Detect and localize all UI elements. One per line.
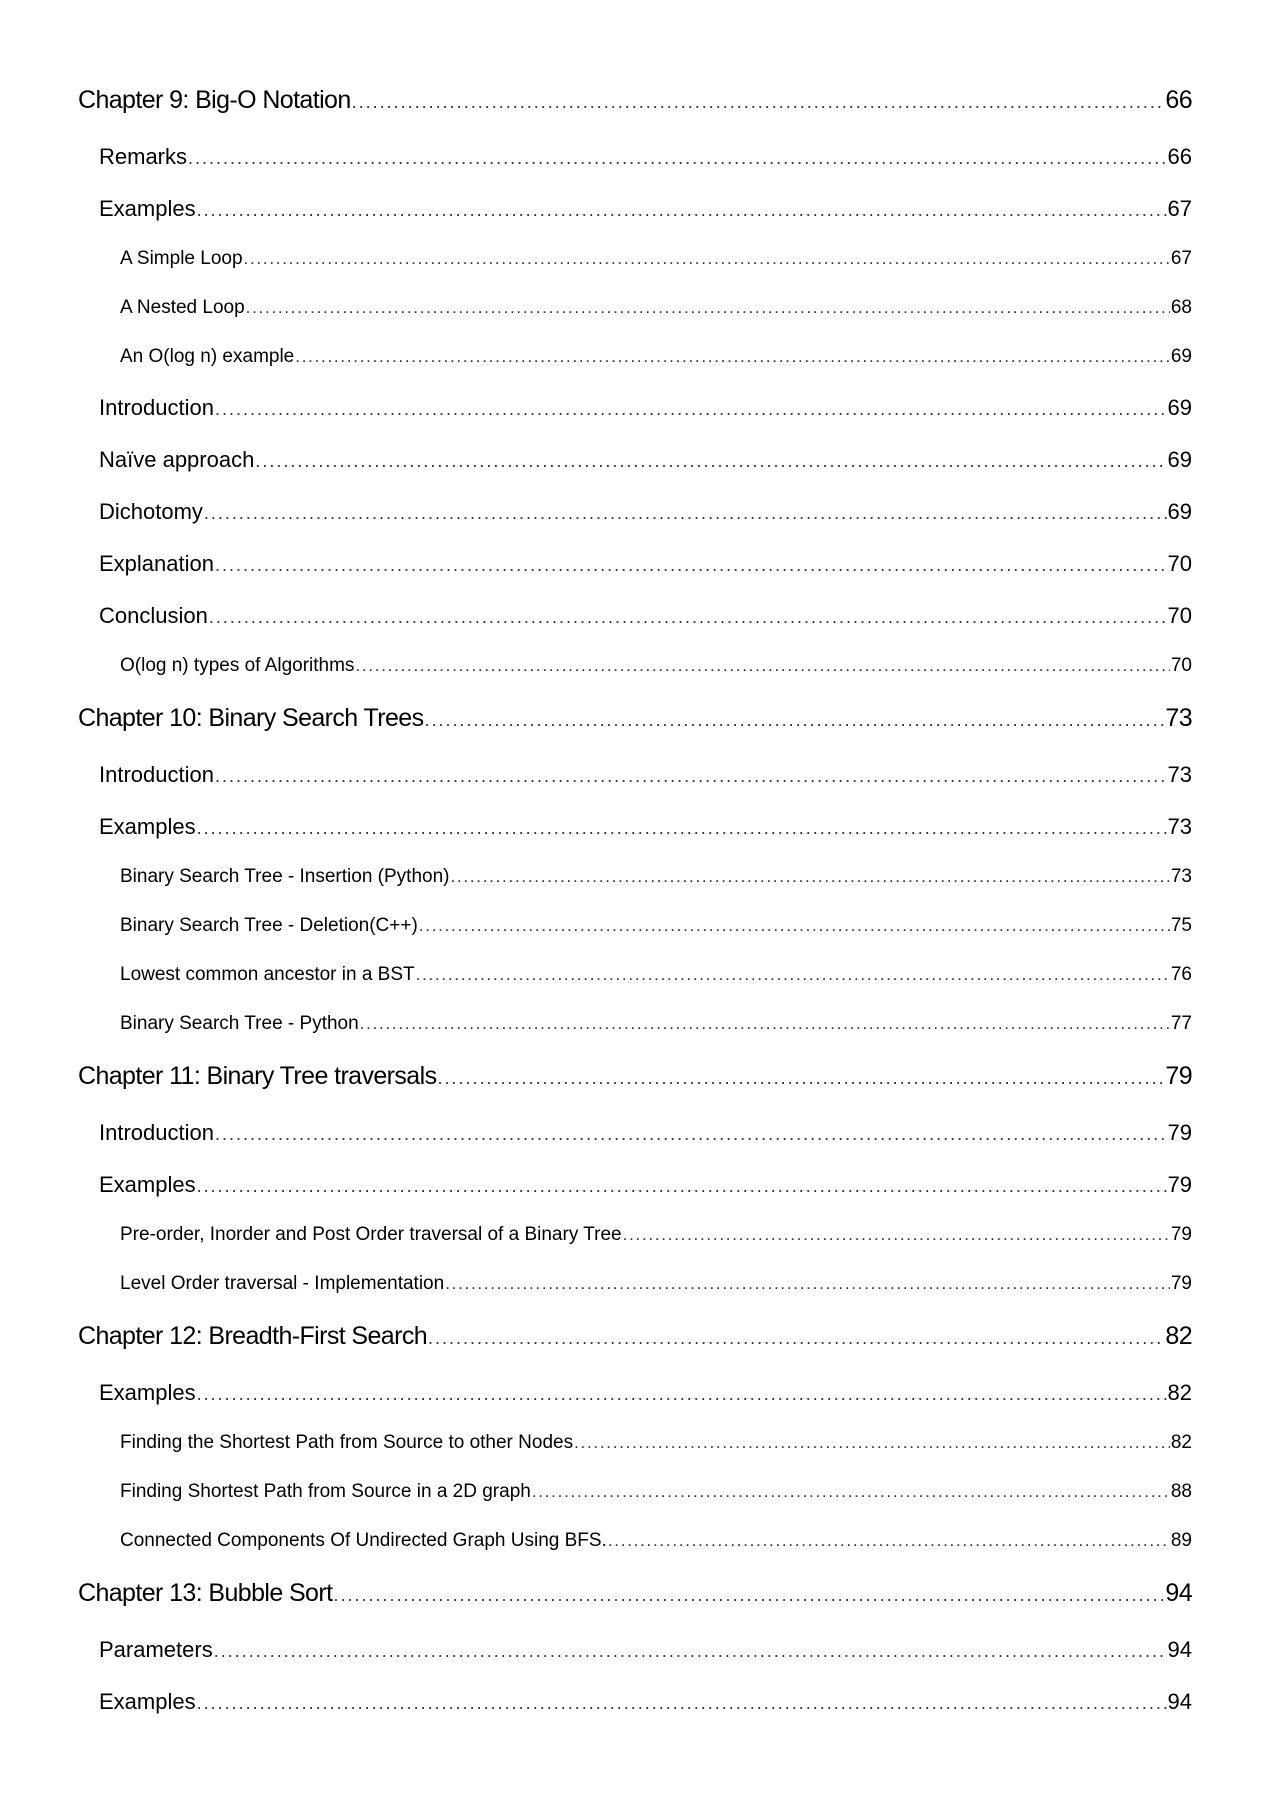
toc-entry-page: 69 (1167, 499, 1192, 524)
toc-entry-page: 79 (1167, 1172, 1192, 1197)
dot-leader (215, 1124, 1167, 1145)
toc-subsection-entry[interactable] (78, 1481, 1192, 1530)
toc-subsection-entry[interactable] (78, 655, 1192, 704)
toc-subsection-entry[interactable] (78, 866, 1192, 915)
toc-entry-title: Introduction (99, 1120, 214, 1145)
toc-section-entry[interactable] (78, 1637, 1192, 1689)
toc-entry-title: O(log n) types of Algorithms (120, 655, 355, 676)
dot-leader (424, 710, 1164, 731)
toc-entry-page: 79 (1165, 1062, 1192, 1090)
dot-leader (255, 451, 1166, 472)
dot-leader (197, 1384, 1167, 1405)
toc-section-entry[interactable] (78, 196, 1192, 248)
toc-entry-page: 82 (1165, 1322, 1192, 1350)
toc-entry-title: Examples (99, 1172, 196, 1197)
dot-leader (574, 1433, 1170, 1453)
toc-entry-page: 67 (1167, 196, 1192, 221)
toc-entry-page: 77 (1170, 1013, 1192, 1034)
toc-chapter-entry[interactable] (78, 86, 1192, 144)
toc-section-entry[interactable] (78, 1380, 1192, 1432)
toc-entry-title: Binary Search Tree - Python (120, 1013, 359, 1034)
toc-entry-title: Connected Components Of Undirected Graph Using BFS. (120, 1530, 607, 1551)
toc-entry-page: 69 (1167, 447, 1192, 472)
toc-entry-title: Parameters (99, 1637, 213, 1662)
toc-entry-page: 67 (1170, 248, 1192, 269)
toc-section-entry[interactable] (78, 144, 1192, 196)
toc-entry-page: 89 (1170, 1530, 1192, 1551)
toc-entry-page: 79 (1170, 1273, 1192, 1294)
toc-subsection-entry[interactable] (78, 915, 1192, 964)
dot-leader (360, 1014, 1170, 1034)
toc-section-entry[interactable] (78, 499, 1192, 551)
toc-entry-title: A Nested Loop (120, 297, 245, 318)
toc-entry-title: Chapter 13: Bubble Sort (78, 1579, 333, 1607)
dot-leader (437, 1068, 1164, 1089)
toc-entry-page: 73 (1170, 866, 1192, 887)
dot-leader (450, 867, 1169, 887)
dot-leader (209, 607, 1167, 628)
toc-entry-title: Chapter 11: Binary Tree traversals (78, 1062, 437, 1090)
toc-subsection-entry[interactable] (78, 1273, 1192, 1322)
toc-section-entry[interactable] (78, 395, 1192, 447)
toc-entry-page: 66 (1167, 144, 1192, 169)
toc-section-entry[interactable] (78, 603, 1192, 655)
toc-subsection-entry[interactable] (78, 964, 1192, 1013)
toc-entry-page: 70 (1170, 655, 1192, 676)
toc-section-entry[interactable] (78, 1172, 1192, 1224)
toc-entry-title: Pre-order, Inorder and Post Order traversal of a Binary Tree (120, 1224, 622, 1245)
dot-leader (428, 1328, 1164, 1349)
toc-entry-page: 75 (1170, 915, 1192, 936)
toc-section-entry[interactable] (78, 447, 1192, 499)
toc-entry-title: Conclusion (99, 603, 208, 628)
toc-entry-page: 73 (1167, 762, 1192, 787)
toc-entry-page: 94 (1165, 1579, 1192, 1607)
toc-section-entry[interactable] (78, 762, 1192, 814)
toc-entry-title: Chapter 9: Big-O Notation (78, 86, 351, 114)
toc-entry-title: Finding Shortest Path from Source in a 2D graph (120, 1481, 531, 1502)
toc-entry-page: 68 (1170, 297, 1192, 318)
toc-section-entry[interactable] (78, 1689, 1192, 1741)
dot-leader (532, 1482, 1170, 1502)
dot-leader (355, 656, 1169, 676)
toc-subsection-entry[interactable] (78, 1013, 1192, 1062)
dot-leader (215, 766, 1167, 787)
toc-entry-title: Binary Search Tree - Insertion (Python) (120, 866, 450, 887)
dot-leader (608, 1531, 1170, 1551)
toc-entry-title: Examples (99, 196, 196, 221)
dot-leader (188, 148, 1167, 169)
dot-leader (352, 92, 1165, 113)
toc-entry-page: 82 (1167, 1380, 1192, 1405)
toc-subsection-entry[interactable] (78, 297, 1192, 346)
toc-entry-title: Examples (99, 1689, 196, 1714)
toc-entry-title: Chapter 12: Breadth-First Search (78, 1322, 428, 1350)
toc-entry-page: 79 (1167, 1120, 1192, 1145)
toc-entry-page: 82 (1170, 1432, 1192, 1453)
dot-leader (197, 200, 1167, 221)
toc-entry-title: Naïve approach (99, 447, 255, 472)
toc-entry-page: 66 (1165, 86, 1192, 114)
toc-section-entry[interactable] (78, 814, 1192, 866)
toc-entry-title: Binary Search Tree - Deletion(C++) (120, 915, 418, 936)
dot-leader (244, 249, 1170, 269)
toc-entry-title: Level Order traversal - Implementation (120, 1273, 445, 1294)
dot-leader (623, 1225, 1170, 1245)
toc-entry-page: 94 (1167, 1689, 1192, 1714)
dot-leader (333, 1585, 1164, 1606)
toc-section-entry[interactable] (78, 1120, 1192, 1172)
dot-leader (197, 1693, 1167, 1714)
toc-entry-title: An O(log n) example (120, 346, 295, 367)
table-of-contents (78, 86, 1192, 1741)
dot-leader (416, 965, 1170, 985)
toc-entry-title: Explanation (99, 551, 214, 576)
toc-entry-page: 69 (1167, 395, 1192, 420)
dot-leader (445, 1274, 1170, 1294)
toc-subsection-entry[interactable] (78, 1530, 1192, 1579)
dot-leader (197, 818, 1167, 839)
toc-entry-title: Examples (99, 814, 196, 839)
dot-leader (215, 555, 1167, 576)
toc-entry-page: 70 (1167, 603, 1192, 628)
toc-section-entry[interactable] (78, 551, 1192, 603)
toc-entry-page: 69 (1170, 346, 1192, 367)
toc-chapter-entry[interactable] (78, 1062, 1192, 1120)
toc-entry-title: Dichotomy (99, 499, 203, 524)
toc-entry-title: Introduction (99, 762, 214, 787)
toc-entry-page: 88 (1170, 1481, 1192, 1502)
toc-entry-page: 73 (1167, 814, 1192, 839)
toc-entry-page: 70 (1167, 551, 1192, 576)
toc-entry-title: Introduction (99, 395, 214, 420)
dot-leader (295, 347, 1170, 367)
toc-subsection-entry[interactable] (78, 1432, 1192, 1481)
dot-leader (215, 399, 1167, 420)
toc-entry-title: Finding the Shortest Path from Source to other Nodes (120, 1432, 574, 1453)
dot-leader (214, 1641, 1167, 1662)
dot-leader (246, 298, 1170, 318)
toc-chapter-entry[interactable] (78, 1579, 1192, 1637)
toc-entry-page: 73 (1165, 704, 1192, 732)
toc-entry-title: Chapter 10: Binary Search Trees (78, 704, 424, 732)
dot-leader (419, 916, 1170, 936)
toc-entry-title: Examples (99, 1380, 196, 1405)
toc-entry-title: Remarks (99, 144, 188, 169)
toc-chapter-entry[interactable] (78, 1322, 1192, 1380)
toc-entry-page: 79 (1170, 1224, 1192, 1245)
dot-leader (204, 503, 1167, 524)
toc-subsection-entry[interactable] (78, 346, 1192, 395)
toc-subsection-entry[interactable] (78, 1224, 1192, 1273)
toc-chapter-entry[interactable] (78, 704, 1192, 762)
toc-entry-page: 76 (1170, 964, 1192, 985)
toc-subsection-entry[interactable] (78, 248, 1192, 297)
toc-entry-title: Lowest common ancestor in a BST (120, 964, 415, 985)
toc-entry-title: A Simple Loop (120, 248, 243, 269)
toc-entry-page: 94 (1167, 1637, 1192, 1662)
dot-leader (197, 1176, 1167, 1197)
